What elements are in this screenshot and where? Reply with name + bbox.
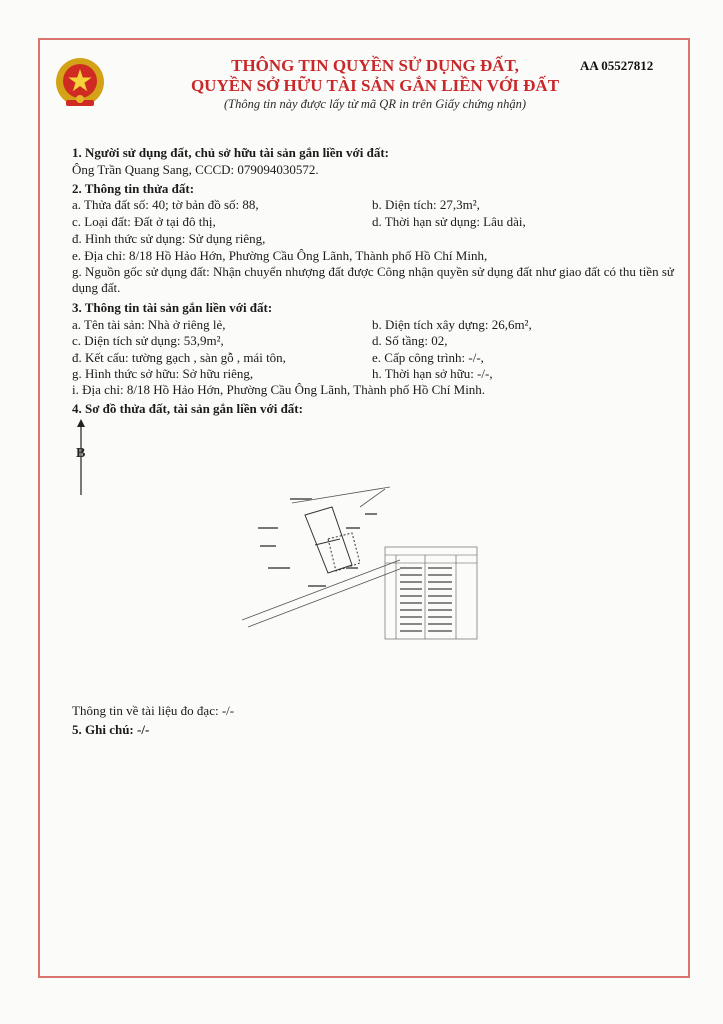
section3-heading: 3. Thông tin tài sản gắn liền với đất: bbox=[72, 300, 273, 315]
asset-address: i. Địa chỉ: 8/18 Hồ Hảo Hớn, Phường Cầu Ông Lãnh, Thành phố Hồ Chí Minh. bbox=[72, 382, 486, 397]
parcel-outline bbox=[305, 507, 360, 573]
site-plan-diagram bbox=[60, 415, 520, 655]
north-arrow-head bbox=[77, 419, 85, 427]
serial-number: AA 05527812 bbox=[580, 58, 654, 73]
usable-area: c. Diện tích sử dụng: 53,9m², bbox=[72, 333, 224, 348]
building-grade: e. Cấp công trình: -/-, bbox=[372, 350, 484, 365]
ownership-term: h. Thời hạn sở hữu: -/-, bbox=[372, 366, 493, 381]
ownership-form: g. Hình thức sở hữu: Sở hữu riêng, bbox=[72, 366, 254, 381]
land-origin: g. Nguồn gốc sử dụng đất: Nhận chuyển nhượng đất được Công nhận quyền sử dụng đất như giao đất có thu tiền sử dụng đất. bbox=[72, 264, 674, 295]
land-type: c. Loại đất: Đất ở tại đô thị, bbox=[72, 214, 216, 229]
section4-heading: 4. Sơ đồ thửa đất, tài sản gắn liền với đất: bbox=[72, 401, 303, 416]
document-subtitle: (Thông tin này được lấy từ mã QR in trên Giấy chứng nhận) bbox=[223, 97, 527, 111]
document-title-line2: QUYỀN SỞ HỮU TÀI SẢN GẮN LIỀN VỚI ĐẤT bbox=[190, 76, 560, 95]
national-emblem-icon bbox=[54, 56, 106, 110]
section2-heading: 2. Thông tin thửa đất: bbox=[72, 181, 195, 196]
land-use-form: đ. Hình thức sử dụng: Sử dụng riêng, bbox=[72, 231, 266, 246]
floor-count: d. Số tầng: 02, bbox=[372, 333, 448, 348]
asset-name: a. Tên tài sản: Nhà ở riêng lẻ, bbox=[72, 317, 226, 332]
parcel-number: a. Thửa đất số: 40; tờ bản đồ số: 88, bbox=[72, 197, 259, 212]
road-lines bbox=[242, 487, 405, 627]
document-title-line1: THÔNG TIN QUYỀN SỬ DỤNG ĐẤT, bbox=[231, 56, 519, 75]
structure: đ. Kết cấu: tường gạch , sàn gỗ , mái tôn, bbox=[72, 350, 286, 365]
north-label: B bbox=[76, 446, 86, 461]
section5-notes: 5. Ghi chú: -/- bbox=[72, 722, 150, 737]
parcel-area: b. Diện tích: 27,3m², bbox=[372, 197, 480, 212]
survey-info: Thông tin về tài liệu đo đạc: -/- bbox=[72, 703, 235, 718]
section1-heading: 1. Người sử dụng đất, chủ sở hữu tài sản gắn liền với đất: bbox=[72, 145, 389, 160]
owner-info: Ông Trần Quang Sang, CCCD: 079094030572. bbox=[72, 162, 319, 177]
land-use-term: d. Thời hạn sử dụng: Lâu dài, bbox=[372, 214, 526, 229]
coordinate-table-rows bbox=[400, 567, 452, 632]
construction-area: b. Diện tích xây dựng: 26,6m², bbox=[372, 317, 532, 332]
parcel-address: e. Địa chỉ: 8/18 Hồ Hảo Hớn, Phường Cầu Ông Lãnh, Thành phố Hồ Chí Minh, bbox=[72, 248, 488, 263]
